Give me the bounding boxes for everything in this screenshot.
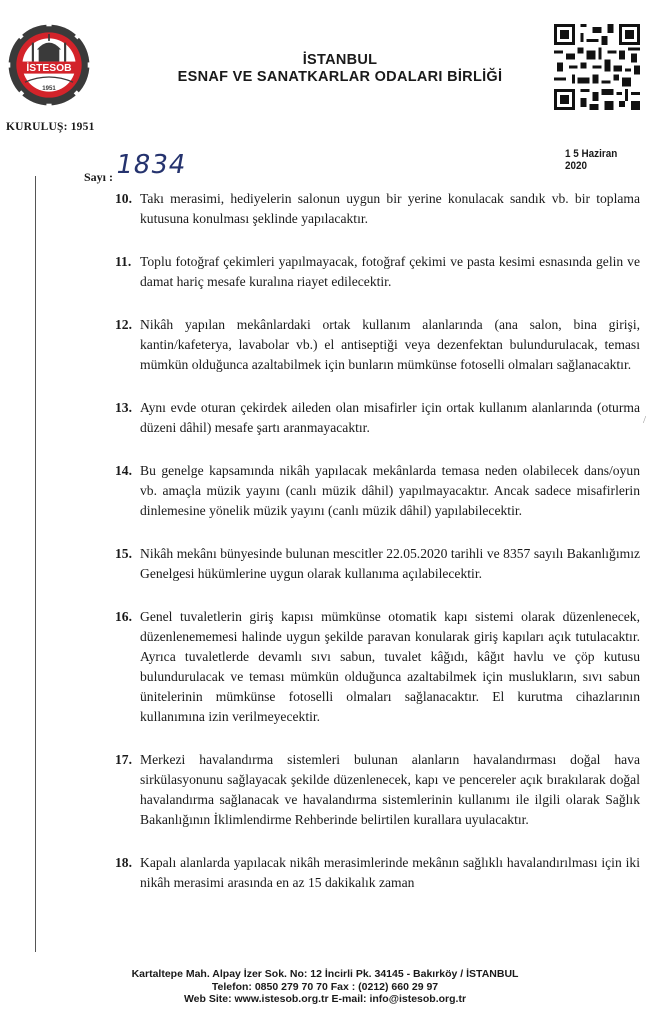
footer-address: Kartaltepe Mah. Alpay İzer Sok. No: 12 İncirli Pk. 34145 - Bakırköy / İSTANBUL (131, 968, 519, 980)
article-item-11 (115, 252, 640, 292)
article-item-18 (115, 853, 640, 893)
article-text: Kapalı alanlarda yapılacak nikâh merasimlerinde mekânın sağlıklı havalandırılması için iki nikâh merasimi arasında en az 15 dakikalık zaman (140, 855, 640, 890)
article-item-16 (115, 607, 640, 727)
article-number: 13. (115, 400, 132, 415)
qr-code-icon (554, 24, 640, 110)
article-text: Nikâh yapılan mekânlardaki ortak kullanım alanlarında (ana salon, bina girişi, kantin/kafeterya, lavabolar vb.) el antiseptiği veya dezenfektan bulundurulacak, teması mümkün olduğunca azaltabilmek için bunların mümkünse fotoselli olmaları sağlanacaktır. (140, 317, 640, 372)
article-item-10 (115, 189, 640, 229)
article-number: 12. (115, 317, 132, 332)
founded-label: KURULUŞ: 1951 (6, 121, 95, 133)
article-text: Aynı evde oturan çekirdek aileden olan misafirler için ortak kullanım alanlarında (oturma düzeni dâhil) mesafe şartı aranmayacaktır. (140, 400, 640, 435)
article-number: 17. (115, 752, 132, 767)
article-number: 16. (115, 609, 132, 624)
margin-line (35, 176, 36, 952)
logo-year: 1951 (42, 85, 56, 92)
title-line-1: İSTANBUL (302, 52, 378, 68)
reference-number-handwritten: 1834 (113, 150, 189, 180)
article-item-15 (115, 544, 640, 584)
article-item-13 (115, 398, 640, 438)
article-list (115, 189, 640, 893)
logo-text: İSTESOB (26, 63, 72, 75)
article-text: Merkezi havalandırma sistemleri bulunan alanların havalandırması doğal hava sirkülasyonunu sağlayacak şekilde düzenlenecek, kapı ve pencereler açık bırakılarak doğal havalandırma sağlanacak ve havalandırma sistemlerinin kullanımı ile ilgili olarak Sağlık Bakanlığının İklimlendirme Rehberinde belirtilen kurallara uyulacaktır. (140, 752, 640, 827)
article-text: Genel tuvaletlerin giriş kapısı mümkünse otomatik kapı sistemi olarak düzenlenecek, düzenlenememesi halinde uygun şekilde paravan konularak giriş kapıları açık tutulacaktır. Ayrıca tuvaletlerde devamlı sıvı sabun, tuvalet kâğıdı, kâğıt havlu ve çöp kutusu bulundurulacak ve teması mümkün olduğunca azaltabilmek için muslukların, sıvı sabun ünitelerinin mümkünse fotoselli olmaları sağlanacaktır. El kurutma cihazlarının kullanımına izin verilmeyecektir. (140, 609, 640, 724)
article-number: 10. (115, 191, 132, 206)
article-text: Bu genelge kapsamında nikâh yapılacak mekânlarda temasa neden olabilecek dans/oyun vb. amaçla müzik yayını (canlı müzik dâhil) yapılmayacaktır. Ancak sadece misafirlerin dinlemesine yönelik müzik yayını (canlı müzik dâhil) yapılabilecektir. (140, 463, 640, 518)
article-number: 15. (115, 546, 132, 561)
document-date: 1 5 Haziran 2020 (565, 148, 618, 172)
footer-web: Web Site: www.istesob.org.tr E-mail: info@istesob.org.tr (183, 993, 467, 1005)
article-item-12 (115, 315, 640, 375)
reference-number-label: Sayı : (84, 170, 114, 184)
article-item-14 (115, 461, 640, 521)
article-number: 14. (115, 463, 132, 478)
organization-title (110, 52, 570, 86)
margin-mark: / (643, 414, 647, 426)
article-text: Nikâh mekânı bünyesinde bulunan mescitler 22.05.2020 tarihli ve 8357 sayılı Bakanlığımız Genelgesi hükümlerine uygun olarak kullanıma açılabilecektir. (140, 546, 640, 581)
article-number: 11. (115, 254, 132, 269)
footer-phone: Telefon: 0850 279 70 70 Fax : (0212) 660 29 97 (211, 980, 439, 993)
article-number: 18. (115, 855, 132, 870)
article-text: Takı merasimi, hediyelerin salonun uygun bir yerine konulacak sandık vb. bir toplama kutusuna konulması şeklinde yapılacaktır. (140, 191, 640, 226)
article-text: Toplu fotoğraf çekimleri yapılmayacak, fotoğraf çekimi ve pasta kesimi esnasında gelin ve damat hariç mesafe kuralına riayet edilecektir. (140, 254, 640, 289)
article-item-17 (115, 750, 640, 830)
footer-contact (0, 968, 650, 1006)
title-line-2: ESNAF VE SANATKARLAR ODALARI BİRLİĞİ (177, 69, 503, 85)
istesob-logo (6, 22, 92, 108)
